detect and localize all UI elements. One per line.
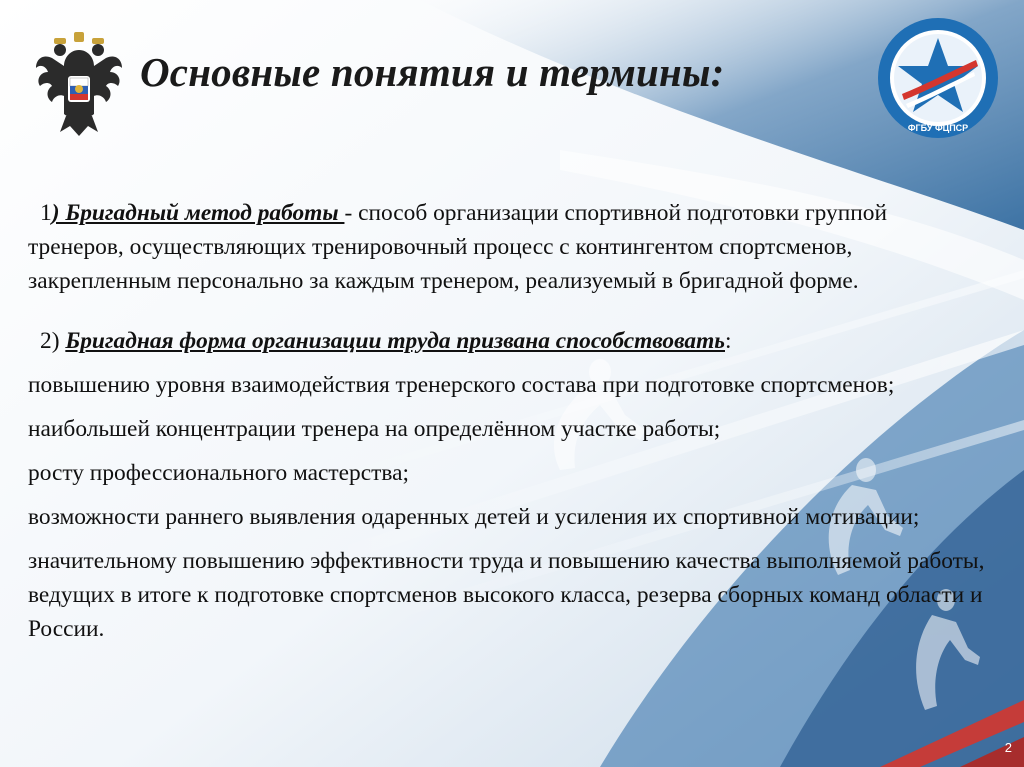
- term-brigade-form: Бригадная форма организации труда призвана способствовать: [65, 328, 725, 354]
- paragraph-number: 1: [40, 200, 52, 226]
- paragraph-number: 2): [40, 328, 66, 354]
- double-headed-eagle-emblem-icon: [30, 28, 128, 138]
- term-suffix: :: [725, 328, 732, 354]
- fgbu-fcpsr-star-logo-icon: [876, 16, 1000, 140]
- definition-paragraph-1: [28, 196, 988, 298]
- slide-content: [28, 196, 988, 646]
- list-item: росту профессионального мастерства;: [28, 460, 409, 486]
- definition-paragraph-2: [28, 324, 988, 358]
- page-number: 2: [1004, 740, 1012, 755]
- definition-text: - способ организации спортивной подготовки группой тренеров, осуществляющих тренировочный процесс с контингентом спортсменов, закрепленным персонально за каждым тренером, реализуемый в бригадной форме.: [28, 200, 888, 294]
- list-item: значительному повышению эффективности труда и повышению качества выполняемой работы, ведущих в итоге к подготовке спортсменов высокого класса, резерва сборных команд области и России.: [28, 548, 985, 642]
- list-item: возможности раннего выявления одаренных детей и усиления их спортивной мотивации;: [28, 504, 920, 530]
- list-item: наибольшей концентрации тренера на определённом участке работы;: [28, 416, 721, 442]
- page-title: Основные понятия и термины:: [140, 49, 725, 95]
- logo-bottom-text: ФГБУ ФЦПСР: [907, 123, 969, 133]
- term-brigade-method: ) Бригадный метод работы: [51, 200, 345, 226]
- list-item: повышению уровня взаимодействия тренерского состава при подготовке спортсменов;: [28, 372, 895, 398]
